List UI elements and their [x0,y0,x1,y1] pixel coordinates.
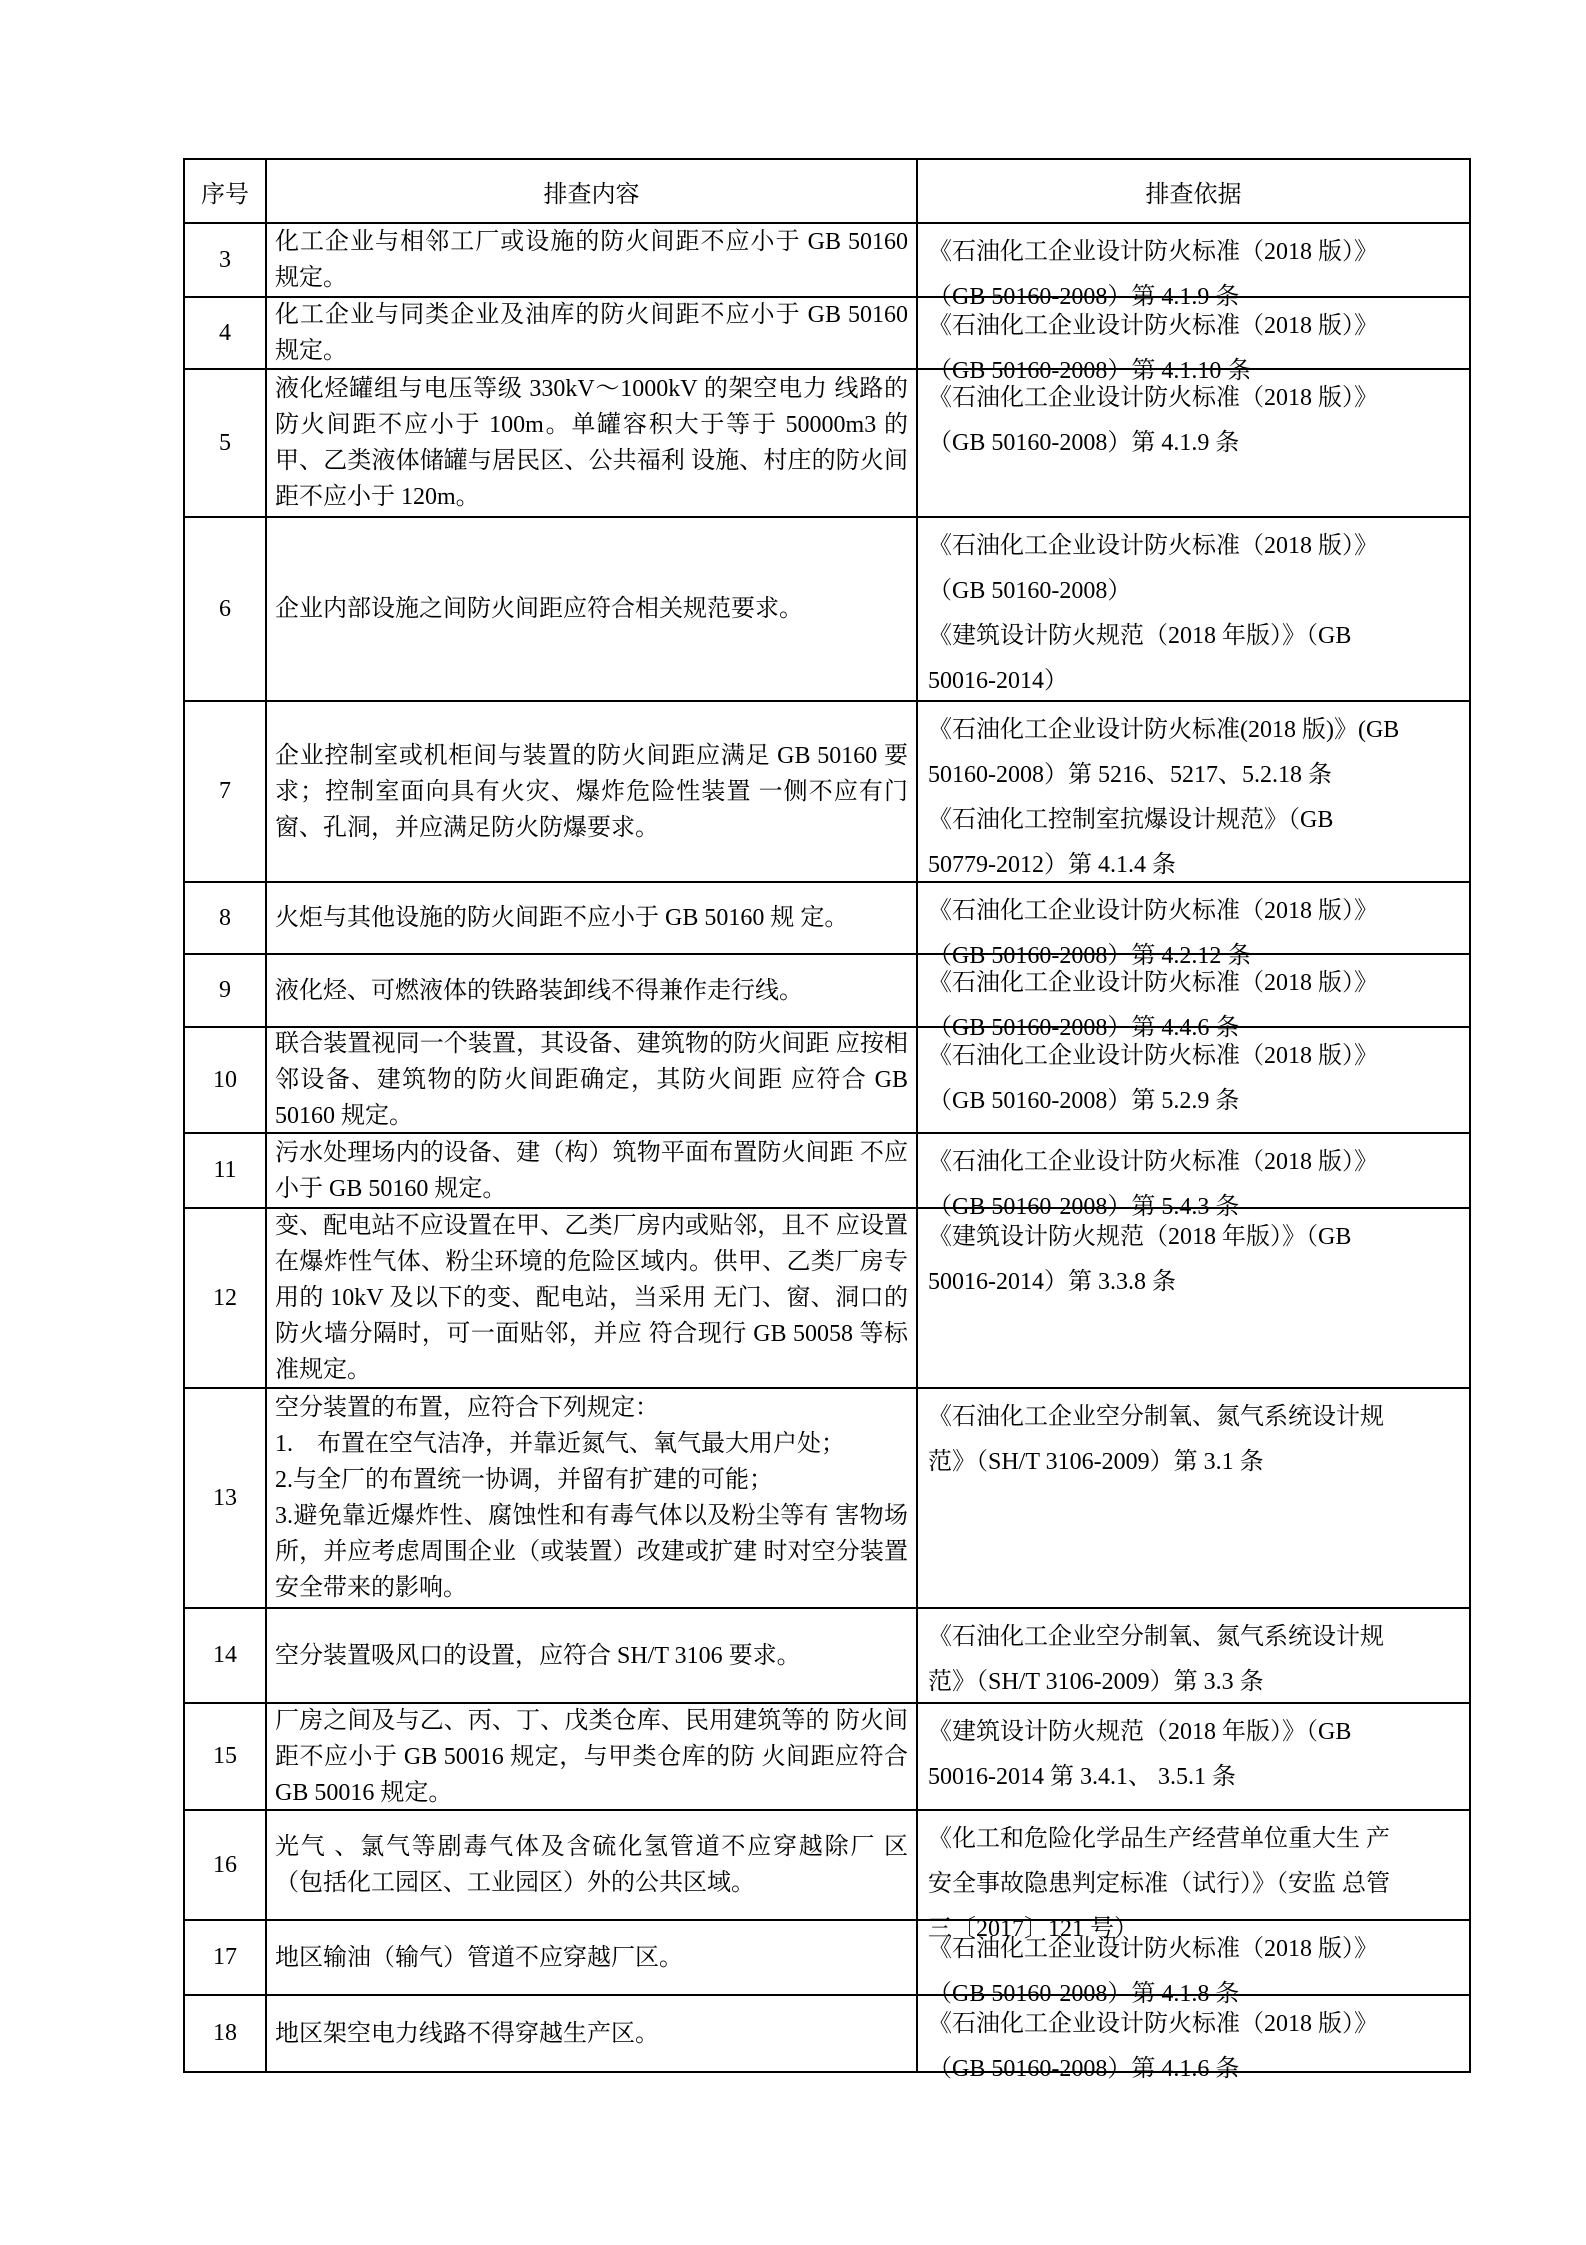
basis-line: 50779-2012）第 4.1.4 条 [928,852,1176,878]
header-cell-serial-no: 序号 [185,160,267,222]
basis-line: （GB 50160-2008）第 4.1.9 条 [928,284,1240,310]
basis-line: 50160-2008）第 5216、5217、5.2.18 条 [928,762,1332,788]
basis-line: 范》（SH/T 3106-2009）第 3.3 条 [928,1669,1264,1695]
content-text: 污水处理场内的设备、建（构）筑物平面布置防火间距 不应小于 GB 50160 规定。 [275,1139,908,1202]
content-text: 企业内部设施之间防火间距应符合相关规范要求。 [275,596,803,622]
basis-line: 《石油化工企业设计防火标准(2018 版)》(GB [928,717,1400,743]
basis-line: 《建筑设计防火规范（2018 年版）》（GB [928,1224,1352,1250]
row-number-cell: 18 [185,1996,267,2071]
basis-line: （GB 50160-2008）第 5.2.9 条 [928,1088,1240,1114]
basis-line: 《石油化工企业设计防火标准（2018 版）》 [928,898,1378,924]
row-number-cell: 14 [185,1609,267,1702]
basis-line: 《石油化工企业设计防火标准（2018 版）》 [928,385,1378,411]
row-number-cell: 9 [185,955,267,1026]
content-cell [267,1389,918,1607]
basis-line: （GB 50160-2008）第 5.4.3 条 [928,1194,1240,1220]
content-cell [267,370,918,516]
row-number-cell: 7 [185,702,267,881]
table-header-row [185,160,1469,224]
basis-line: 《石油化工企业设计防火标准（2018 版）》 [928,1043,1378,1069]
basis-cell [918,224,1469,310]
content-text: 光气 、氯气等剧毒气体及含硫化氢管道不应穿越除厂 区（包括化工园区、工业园区）外的公共区域。 [275,1834,908,1896]
table-row [185,1134,1469,1220]
basis-line: （GB 50160-2008）第 4.1.6 条 [928,2056,1240,2082]
content-text: 2.与全厂的布置统一协调，并留有扩建的可能； [275,1467,773,1493]
content-text: 地区输油（输气）管道不应穿越厂区。 [275,1944,683,1971]
table-row [185,955,1469,1041]
content-text: 液化烃、可燃液体的铁路装卸线不得兼作走行线。 [275,977,803,1004]
header-cell-inspection-basis: 排查依据 [1145,181,1242,208]
basis-line: 《石油化工企业设计防火标准（2018 版）》 [928,2011,1378,2037]
content-text: 化工企业与相邻工厂或设施的防火间距不应小于 GB 50160 规定。 [275,229,908,291]
content-cell [267,1704,918,1809]
content-text: 3.避免靠近爆炸性、腐蚀性和有毒气体以及粉尘等有 害物场所，并应考虑周围企业（或装置）改建或扩建 时对空分装置安全带来的影响。 [275,1503,908,1601]
table-row [185,1389,1469,1609]
table-row [185,518,1469,702]
row-number-cell: 12 [185,1209,267,1387]
table-body [185,224,1469,2082]
content-cell [267,883,918,953]
content-cell [267,298,918,368]
content-cell [267,1996,918,2071]
row-number-cell: 15 [185,1704,267,1809]
basis-line: （GB 50160-2008）第 4.4.6 条 [928,1015,1240,1041]
content-cell [267,518,918,700]
content-cell [267,702,918,881]
basis-cell [918,1811,1469,1942]
content-text: 厂房之间及与乙、丙、丁、戊类仓库、民用建筑等的 防火间距不应小于 GB 50016 规定，与甲类仓库的防 火间距应符合 GB 50016 规定。 [275,1707,908,1806]
basis-cell [918,1996,1469,2082]
basis-cell [918,1134,1469,1220]
basis-cell [918,518,1469,700]
basis-line: （GB 50160-2008）第 4.1.10 条 [928,358,1252,384]
basis-line: 《石油化工控制室抗爆设计规范》（GB [928,807,1334,833]
basis-line: 50016-2014 第 3.4.1、 3.5.1 条 [928,1764,1236,1790]
row-number-cell: 17 [185,1921,267,1994]
basis-line: 《石油化工企业空分制氧、氮气系统设计规 [928,1404,1384,1430]
basis-line: 三〔2017〕121 号） [928,1916,1138,1942]
basis-cell [918,1209,1469,1387]
basis-line: 50016-2014） [928,668,1068,694]
content-cell [267,1028,918,1132]
basis-line: 50016-2014）第 3.3.8 条 [928,1269,1176,1295]
content-text: 化工企业与同类企业及油库的防火间距不应小于 GB 50160 规定。 [275,302,908,364]
basis-cell [918,298,1469,384]
basis-line: 《建筑设计防火规范（2018 年版）》（GB [928,623,1352,649]
basis-line: 《石油化工企业设计防火标准（2018 版）》 [928,970,1378,996]
inspection-table [183,158,1471,2082]
basis-line: 范》（SH/T 3106-2009）第 3.1 条 [928,1449,1264,1475]
table-row [185,298,1469,384]
basis-cell [918,1921,1469,2007]
basis-line: （GB 50160-2008） [928,578,1132,604]
basis-line: 《石油化工企业设计防火标准（2018 版）》 [928,1149,1378,1175]
row-number-cell: 16 [185,1811,267,1919]
content-cell [267,1134,918,1207]
content-cell [267,1609,918,1702]
content-cell [267,1921,918,1994]
basis-line: 《石油化工企业设计防火标准（2018 版）》 [928,239,1378,265]
basis-line: 《建筑设计防火规范（2018 年版）》（GB [928,1719,1352,1745]
basis-line: 《石油化工企业设计防火标准（2018 版）》 [928,313,1378,339]
basis-cell [918,1609,1469,1702]
table-row [185,224,1469,310]
content-text: 变、配电站不应设置在甲、乙类厂房内或贴邻，且不 应设置在爆炸性气体、粉尘环境的危险区域内。供甲、乙类厂房专用的 10kV 及以下的变、配电站，当采用 无门、窗、洞口的防火墙分隔时，可一面贴邻，并应 符合现行 GB 50058 等标准规定。 [275,1213,908,1383]
basis-cell [918,1028,1469,1132]
basis-cell [918,1389,1469,1607]
content-cell [267,224,918,296]
basis-line: 《石油化工企业设计防火标准（2018 版）》 [928,1936,1378,1962]
content-text: 企业控制室或机柜间与装置的防火间距应满足 GB 50160 要求；控制室面向具有火灾、爆炸危险性装置 一侧不应有门窗、孔洞，并应满足防火防爆要求。 [275,742,908,841]
basis-cell [918,702,1469,881]
table-row [185,702,1469,883]
content-text: 1. 布置在空气洁净，并靠近氮气、氧气最大用户处； [275,1431,845,1457]
content-cell [267,1811,918,1919]
content-text: 火炬与其他设施的防火间距不应小于 GB 50160 规 定。 [275,905,849,931]
content-cell [267,955,918,1026]
basis-line: 《石油化工企业设计防火标准（2018 版）》 [928,533,1378,559]
content-text: 联合装置视同一个装置，其设备、建筑物的防火间距 应按相邻设备、建筑物的防火间距确定，其防火间距 应符合 GB 50160 规定。 [275,1031,908,1129]
basis-cell [918,955,1469,1041]
content-text: 空分装置吸风口的设置，应符合 SH/T 3106 要求。 [275,1642,801,1669]
basis-line: （GB 50160-2008）第 4.1.9 条 [928,430,1240,456]
basis-cell [918,1704,1469,1809]
row-number-cell: 5 [185,370,267,516]
basis-line: （GB 50160-2008）第 4.1.8 条 [928,1981,1240,2007]
table-row [185,1028,1469,1134]
basis-cell [918,370,1469,516]
content-text: 空分装置的布置，应符合下列规定： [275,1395,659,1421]
table-row [185,883,1469,969]
basis-line: 《化工和危险化学品生产经营单位重大生 产 [928,1826,1390,1852]
header-cell-inspection-content: 排查内容 [267,160,918,222]
basis-cell [918,883,1469,969]
basis-line: （GB 50160-2008）第 4.2.12 条 [928,943,1252,969]
row-number-cell: 11 [185,1134,267,1207]
row-number-cell: 8 [185,883,267,953]
table-row [185,1811,1469,1942]
table-row [185,1921,1469,2007]
row-number-cell: 4 [185,298,267,368]
basis-line: 《石油化工企业空分制氧、氮气系统设计规 [928,1624,1384,1650]
row-number-cell: 6 [185,518,267,700]
row-number-cell: 10 [185,1028,267,1132]
row-number-cell: 13 [185,1389,267,1607]
row-number-cell: 3 [185,224,267,296]
table-row [185,1609,1469,1704]
table-row [185,1704,1469,1811]
content-cell [267,1209,918,1387]
table-row [185,370,1469,518]
basis-line: 安全事故隐患判定标准（试行）》（安监 总管 [928,1871,1390,1897]
table-row [185,1209,1469,1389]
content-text: 液化烃罐组与电压等级 330kV～1000kV 的架空电力 线路的防火间距不应小于 100m。单罐容积大于等于 50000m3 的甲、乙类液体储罐与居民区、公共福利 设施、村庄的防火间距不应小于 120m。 [275,376,908,510]
content-text: 地区架空电力线路不得穿越生产区。 [275,2020,659,2047]
table-row [185,1996,1469,2082]
